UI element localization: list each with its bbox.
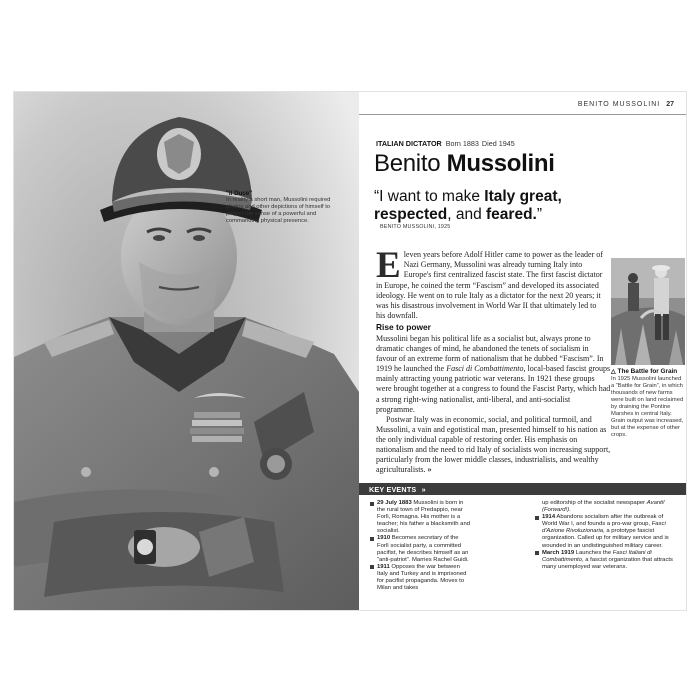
- drop-cap: E: [376, 245, 401, 286]
- battle-for-grain-photo: [611, 258, 685, 365]
- event-date: March 1919: [542, 549, 575, 556]
- event-text: Abandons socialism after the outbreak of World War I, and founds a pro-war group,: [542, 514, 664, 528]
- event-text: Mussolini is born in the rural town of Predappio, near Forlì, Romagna. His mother is a teacher; his father a blacksmith and socialist.: [377, 500, 470, 535]
- rise-p1-a: Mussolini began his political life as a socialist but, always prone to dramatic changes of mind, he abandoned the tenets of socialism in favour of an extreme form of nationalism that he dubbed “Fascism”. In 1919 he launched the: [376, 334, 604, 374]
- event-text: Launches the: [574, 549, 613, 556]
- quote-bold-respected: respected: [374, 206, 448, 223]
- quote-bold-italy: Italy great,: [484, 188, 562, 205]
- bullet-square-icon: [535, 516, 539, 520]
- bullet-square-icon: [370, 565, 374, 569]
- bullet-square-icon: [535, 551, 539, 555]
- key-events-label: KEY EVENTS: [369, 485, 417, 494]
- quote-source: BENITO MUSSOLINI, 1925: [380, 224, 451, 230]
- battle-for-grain-photo-icon: [611, 258, 685, 365]
- quote-close: ”: [536, 206, 543, 223]
- grain-caption: [611, 368, 685, 439]
- book-page: [14, 92, 686, 610]
- event-date: 29 July 1883: [377, 500, 412, 506]
- key-event-item: [370, 535, 470, 563]
- grain-title-text: The Battle for Grain: [617, 368, 678, 375]
- event-text: , a prototype fascist organization. Called up for military service and is wounded in an undistinguished military career.: [542, 528, 669, 549]
- event-date: 1910: [377, 535, 391, 542]
- event-text: .: [569, 507, 571, 514]
- event-text: up editorship of the socialist newspaper: [542, 500, 647, 506]
- quote-bold-feared: feared.: [486, 206, 537, 223]
- portrait-caption-title: "Il Duce": [226, 190, 253, 197]
- grain-caption-text: In 1925 Mussolini launched a “Battle for Grain”, in which thousands of new farms were built on land reclaimed by draining the Pontine Marshes in central Italy. Grain output was increased, but at the expense of other crops.: [611, 375, 684, 438]
- event-text-italic: Avanti! (Forward!): [542, 500, 665, 514]
- profile-category: ITALIAN DICTATOR: [376, 139, 442, 148]
- key-event-item: [370, 500, 470, 535]
- portrait-caption-text: In reality a short man, Mussolini required photos and other depictions of himself to project the sense of a powerful and commanding physical presence.: [226, 197, 331, 224]
- grain-caption-title: [611, 368, 685, 376]
- profile-died: Died 1945: [481, 139, 515, 148]
- key-event-item: [535, 550, 675, 571]
- portrait-photo-icon: [14, 92, 359, 610]
- event-text: Becomes secretary of the Forlì socialist party, a committed pacifist, he describes himself as an “anti-patriot”. Marries Rachel Guidi.: [377, 535, 469, 563]
- event-text: Opposes the war between Italy and Turkey and is imprisoned for pacifist propaganda. Moves to Milan and takes: [377, 563, 467, 592]
- quote-open: “I want to make: [374, 188, 485, 205]
- page-title: [374, 150, 555, 178]
- event-date: 1911: [377, 563, 390, 570]
- event-text: , a fascist organization that attracts many unemployed war veterans.: [542, 556, 673, 570]
- rise-p1-italic: Fasci di Combattimento: [446, 364, 524, 374]
- key-event-item: [370, 564, 470, 592]
- rise-paragraph-1: [376, 334, 611, 415]
- running-head: [578, 101, 674, 108]
- bullet-square-icon: [370, 537, 374, 541]
- page-number: 27: [666, 101, 674, 108]
- rise-paragraph-2: [376, 415, 611, 476]
- profile-born: Born 1883: [445, 139, 479, 148]
- key-event-item: [535, 514, 675, 549]
- pull-quote: [374, 188, 634, 224]
- rise-body: [376, 334, 611, 475]
- header-rule: [359, 114, 686, 115]
- bullet-square-icon: [370, 502, 374, 506]
- rise-heading: Rise to power: [376, 322, 431, 332]
- rise-p2: Postwar Italy was in economic, social, and political turmoil, and Mussolini, a vain and egotistical man, presented himself to his nation as the only individual capable of restoring order. His emphasis on nationalism and the need to rid Italy of socialists won increasing support, particularly from the lower middle classes, industrialists, and wealthy agriculturalists.: [376, 414, 611, 475]
- profile-kicker: [376, 139, 515, 148]
- first-name: Benito: [374, 150, 441, 177]
- double-chevron-right-icon: »: [421, 485, 426, 494]
- event-date: 1914: [542, 514, 556, 521]
- double-chevron-right-icon: »: [427, 465, 432, 475]
- event-text-italic: Fasci Italiani di Combattimento: [542, 549, 652, 563]
- intro-paragraph: [376, 245, 605, 321]
- intro-text: leven years before Adolf Hitler came to power as the leader of Nazi Germany, Mussolini was already turning Italy into Europe's first centralized fascist state. The first fascist dictator in Europe, he coined the term “Fascism” and developed its associated ideology. He went on to rule Italy as a dictator for the next 20 years; it was his disastrous involvement in World War II that ultimately led to his downfall.: [376, 250, 603, 321]
- key-events-column-2: [535, 500, 675, 571]
- last-name: Mussolini: [446, 150, 555, 177]
- key-events-bar: [359, 483, 686, 495]
- rise-p1-b: , local-based fascist groups mainly attracting young patriotic war veterans. In 1921 these groups were brought together at a congress to found the Fascist Party, which had a strong right-wing nationalist, anti-liberal, and anti-socialist programme.: [376, 364, 611, 414]
- event-text-italic: Fasci d'Azione Rivoluzionaria: [542, 521, 666, 535]
- quote-mid: , and: [447, 206, 487, 223]
- key-event-continuation: [535, 500, 675, 514]
- triangle-icon: △: [611, 368, 616, 375]
- portrait-photo: [14, 92, 359, 610]
- running-head-title: BENITO MUSSOLINI: [577, 101, 661, 108]
- portrait-caption: [226, 190, 344, 225]
- key-events-column-1: [370, 500, 470, 592]
